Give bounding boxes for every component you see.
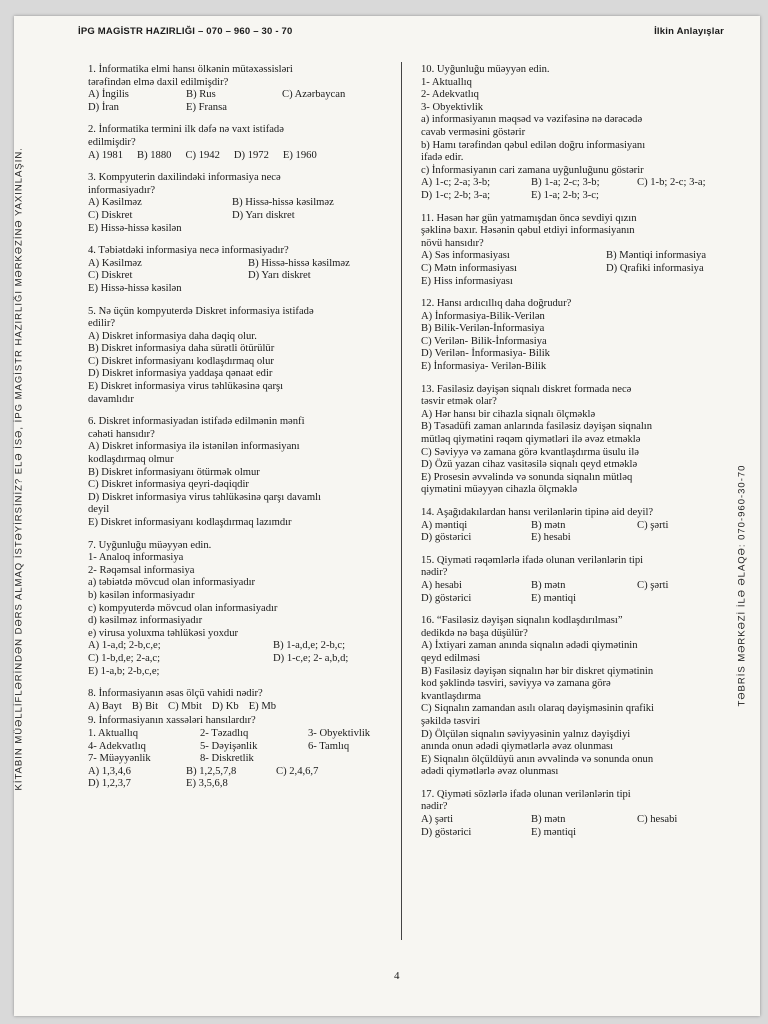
question-14 bbox=[421, 507, 713, 545]
option: D) Diskret informasiya virus təhlükəsinə qarşı davamlı bbox=[88, 491, 322, 503]
question-12 bbox=[421, 298, 713, 374]
options-row bbox=[88, 766, 388, 779]
option: B) Təsadüfi zaman anlarında fasiləsiz dəyişən siqnalın bbox=[421, 421, 653, 433]
list-item: 3- Obyektivlik bbox=[421, 101, 484, 113]
option: E) 1-a,b; 2-b,c,e; bbox=[88, 665, 160, 677]
list-item: c) İnformasiyanın cari zamana uyğunluğunu göstərir bbox=[421, 164, 644, 176]
header-left: İPG MAGİSTR HAZIRLIĞI – 070 – 960 – 30 - 70 bbox=[78, 26, 293, 37]
option: D) Kb bbox=[211, 700, 239, 712]
list-item: 7- Müəyyənlik bbox=[88, 753, 151, 765]
option: C) Diskret informasiya qeyri-dəqiqdir bbox=[88, 479, 249, 491]
question-7 bbox=[88, 540, 388, 679]
list-item: cavab verməsini göstərir bbox=[421, 126, 526, 138]
option: E) hesabi bbox=[531, 532, 571, 544]
question-text: 8. İnformasiyanın əsas ölçü vahidi nədir? bbox=[88, 688, 263, 700]
option: C) şərti bbox=[637, 519, 669, 531]
option: davamlıdır bbox=[88, 393, 134, 405]
question-text: 12. Hansı ardıcıllıq daha doğrudur? bbox=[421, 298, 572, 310]
option: C) Diskret bbox=[88, 270, 133, 282]
list-item: 5- Dəyişənlik bbox=[200, 740, 258, 752]
option: C) Diskret bbox=[88, 209, 133, 221]
option: E) məntiqi bbox=[531, 826, 577, 838]
option: D) 1-c,e; 2- a,b,d; bbox=[273, 652, 349, 664]
question-text: 9. İnformasiyanın xassələri hansılardır? bbox=[88, 715, 256, 727]
option: D) Yarı diskret bbox=[232, 209, 295, 221]
option: B) Diskret informasiyanı ötürmək olmur bbox=[88, 466, 260, 478]
option: E) Prosesin əvvəlində və sonunda siqnalın mütləq bbox=[421, 471, 633, 483]
option: E) Hissə-hissə kəsilən bbox=[88, 222, 182, 234]
question-text: dedikdə nə başa düşülür? bbox=[421, 627, 528, 639]
option: C) Diskret informasiyanı kodlaşdırmaq olur bbox=[88, 355, 274, 367]
option: D) Diskret informasiya yaddaşa qənaət edir bbox=[88, 368, 273, 380]
option: A) Bayt bbox=[88, 700, 122, 712]
option: D) Yarı diskret bbox=[248, 270, 311, 282]
option: şəkildə təsviri bbox=[421, 715, 481, 727]
question-text: 10. Uyğunluğu müəyyən edin. bbox=[421, 64, 550, 75]
question-text: növü hansıdır? bbox=[421, 237, 484, 249]
option: A) 1981 bbox=[88, 149, 124, 161]
question-text: təsvir etmək olar? bbox=[421, 396, 497, 408]
option: D) 1-c; 2-b; 3-a; bbox=[421, 189, 491, 201]
options-row bbox=[88, 89, 388, 102]
option: E) 1-a; 2-b; 3-c; bbox=[531, 189, 599, 201]
option: A) Kəsilməz bbox=[88, 257, 142, 269]
question-text: 3. Kompyuterin daxilindəki informasiya necə bbox=[88, 172, 281, 184]
option: B) 1880 bbox=[137, 149, 172, 161]
right-column bbox=[421, 64, 713, 849]
option: qiymətini müəyyən cihazla ölçməklə bbox=[421, 484, 578, 496]
options-row bbox=[88, 701, 388, 714]
option: A) İngilis bbox=[88, 89, 129, 101]
list-item: c) kompyuterdə mövcud olan informasiyadır bbox=[88, 602, 278, 614]
question-10 bbox=[421, 64, 713, 203]
option: C) Siqnalın zamandan asılı olaraq dəyişməsinin qrafiki bbox=[421, 703, 655, 715]
option: C) Azərbaycan bbox=[282, 89, 346, 101]
list-item: b) Hamı tərəfindən qəbul edilən doğru informasiyanı bbox=[421, 139, 646, 151]
option: A) Diskret informasiya ilə istənilən informasiyanı bbox=[88, 441, 300, 453]
question-4 bbox=[88, 245, 388, 295]
option: C) Mbit bbox=[168, 700, 202, 712]
option: C) 1-b,d,e; 2-a,c; bbox=[88, 652, 161, 664]
option: A) məntiqi bbox=[421, 519, 468, 531]
question-text: 13. Fasiləsiz dəyişən siqnalı diskret formada necə bbox=[421, 383, 632, 395]
options-row bbox=[421, 520, 713, 533]
option: B) mətn bbox=[531, 579, 566, 591]
option: E) Fransa bbox=[186, 101, 227, 113]
list-item: b) kəsilən informasiyadır bbox=[88, 589, 195, 601]
option: D) Özü yazan cihaz vasitəsilə siqnalı qeyd etməklə bbox=[421, 459, 638, 471]
question-2 bbox=[88, 124, 388, 162]
question-15 bbox=[421, 555, 713, 605]
list-item: 8- Diskretlik bbox=[200, 753, 254, 765]
question-text: edilmişdir? bbox=[88, 136, 136, 148]
list-item: 2- Adekvatlıq bbox=[421, 89, 479, 101]
question-6 bbox=[88, 416, 388, 529]
option: B) Rus bbox=[186, 89, 216, 101]
options-row bbox=[88, 197, 388, 210]
option: A) 1-c; 2-a; 3-b; bbox=[421, 177, 491, 189]
list-item: 2- Təzadlıq bbox=[200, 727, 249, 739]
option: mütləq qiymətini rəqəm qiymətləri ilə əvəz etməklə bbox=[421, 434, 641, 446]
option: B) Hissə-hissə kəsilməz bbox=[248, 257, 350, 269]
list-item: e) virusa yoluxma təhlükəsi yoxdur bbox=[88, 627, 239, 639]
option: B) Bilik-Verilən-İnformasiya bbox=[421, 323, 545, 335]
list-row bbox=[88, 753, 388, 766]
list-row bbox=[88, 728, 388, 741]
option: B) 1-a,d,e; 2-b,c; bbox=[273, 640, 346, 652]
option: E) Siqnalın ölçüldüyü anın əvvəlində və sonunda onun bbox=[421, 753, 654, 765]
question-text: 6. Diskret informasiyadan istifadə edilmənin mənfi bbox=[88, 416, 305, 428]
list-item: 1- Aktuallıq bbox=[421, 76, 472, 88]
option: E) məntiqi bbox=[531, 592, 577, 604]
list-item: d) kəsilməz informasiyadır bbox=[88, 615, 203, 627]
option: E) Diskret informasiyanı kodlaşdırmaq lazımdır bbox=[88, 517, 292, 528]
option: B) Məntiqi informasiya bbox=[606, 250, 707, 262]
options-row bbox=[88, 210, 388, 223]
option: B) Fasiləsiz dəyişən siqnalın hər bir diskret qiymətinin bbox=[421, 665, 654, 677]
option: C) 1942 bbox=[185, 149, 220, 161]
option: A) 1-a,d; 2-b,c,e; bbox=[88, 640, 161, 652]
question-17 bbox=[421, 789, 713, 839]
options-row bbox=[88, 653, 388, 666]
option: D) göstərici bbox=[421, 532, 472, 544]
options-row bbox=[421, 532, 713, 545]
option: B) Bit bbox=[131, 700, 159, 712]
list-row bbox=[88, 741, 388, 754]
question-16 bbox=[421, 615, 713, 779]
options-row bbox=[421, 593, 713, 606]
list-item: 3- Obyektivlik bbox=[308, 727, 371, 739]
option: qeyd edilməsi bbox=[421, 652, 481, 664]
option: ədədi qiymətlərlə əvəz olunması bbox=[421, 766, 559, 778]
question-9 bbox=[88, 715, 388, 791]
option: C) 1-b; 2-c; 3-a; bbox=[637, 177, 706, 189]
list-item: ifadə edir. bbox=[421, 152, 464, 164]
options-row bbox=[421, 580, 713, 593]
option: kvantlaşdırma bbox=[421, 690, 482, 702]
option: B) 1-a; 2-c; 3-b; bbox=[531, 177, 600, 189]
option: D) İran bbox=[88, 101, 119, 113]
options-row bbox=[88, 270, 388, 283]
option: kodlaşdırmaq olmur bbox=[88, 454, 174, 466]
question-text: 11. Həsən hər gün yatmamışdan öncə sevdiyi qızın bbox=[421, 212, 637, 224]
question-text: tərəfindən elmə daxil edilmişdir? bbox=[88, 76, 229, 88]
question-text: informasiyadır? bbox=[88, 184, 156, 196]
option: D) 1,2,3,7 bbox=[88, 778, 131, 790]
option: anında onun ədədi qiymətlərlə əvəz olunması bbox=[421, 741, 614, 753]
option: deyil bbox=[88, 504, 110, 516]
options-row bbox=[421, 827, 713, 840]
options-row bbox=[421, 190, 713, 203]
options-row bbox=[421, 263, 713, 276]
question-text: 7. Uyğunluğu müəyyən edin. bbox=[88, 539, 212, 551]
option: A) İxtiyari zaman anında siqnalın ədədi qiymətinin bbox=[421, 640, 638, 652]
side-note-left: KİTABIN MÜƏLLİFLƏRİNDƏN DƏRS ALMAQ İSTƏYİRSİNİZ? ELƏ İSƏ, İPG MAGİSTR HAZIRLIĞI MƏRKƏZİNƏ YAXINLAŞIN. bbox=[13, 147, 25, 791]
list-item: a) informasiyanın məqsəd və vəzifəsinə nə dərəcədə bbox=[421, 114, 643, 126]
option: A) Kəsilməz bbox=[88, 197, 142, 209]
column-divider bbox=[401, 62, 402, 940]
option: C) Səviyyə və zamana görə kvantlaşdırma üsulu ilə bbox=[421, 446, 639, 458]
question-text: 16. “Fasiləsiz dəyişən siqnalın kodlaşdırılması” bbox=[421, 615, 623, 627]
options-row bbox=[421, 814, 713, 827]
question-5 bbox=[88, 306, 388, 407]
option: C) Mətn informasiyası bbox=[421, 262, 517, 274]
question-text: 17. Qiyməti sözlərlə ifadə olunan verilənlərin tipi bbox=[421, 788, 631, 800]
option: B) Hissə-hissə kəsilməz bbox=[232, 197, 334, 209]
option: D) Qrafiki informasiya bbox=[606, 262, 704, 274]
option: B) mətn bbox=[531, 814, 566, 826]
question-text: 15. Qiyməti rəqəmlərlə ifadə olunan verilənlərin tipi bbox=[421, 554, 644, 566]
question-text: 1. İnformatika elmi hansı ölkənin mütəxəssisləri bbox=[88, 64, 293, 75]
question-text: nədir? bbox=[421, 567, 448, 579]
list-item: 2- Rəqəmsal informasiya bbox=[88, 564, 195, 576]
options-row bbox=[88, 150, 388, 163]
question-text: şəklinə baxır. Həsənin qəbul etdiyi informasiyanın bbox=[421, 225, 635, 237]
question-text: nədir? bbox=[421, 801, 448, 813]
list-item: 1. Aktuallıq bbox=[88, 727, 139, 739]
list-item: 4- Adekvatlıq bbox=[88, 740, 146, 752]
question-11 bbox=[421, 213, 713, 289]
list-item: a) təbiətdə mövcud olan informasiyadır bbox=[88, 577, 256, 589]
option: E) Diskret informasiya virus təhlükəsinə qarşı bbox=[88, 381, 284, 393]
option: A) Səs informasiyası bbox=[421, 250, 510, 262]
option: A) hesabi bbox=[421, 579, 462, 591]
option: C) Verilən- Bilik-İnformasiya bbox=[421, 335, 547, 347]
option: B) 1,2,5,7,8 bbox=[186, 765, 237, 777]
question-text: cəhəti hansıdır? bbox=[88, 428, 155, 440]
left-column bbox=[88, 64, 388, 801]
list-item: 1- Analoq informasiya bbox=[88, 552, 184, 564]
option: D) göstərici bbox=[421, 826, 472, 838]
options-row bbox=[88, 258, 388, 271]
option: D) 1972 bbox=[233, 149, 269, 161]
options-row bbox=[88, 778, 388, 791]
option: E) Mb bbox=[248, 700, 277, 712]
question-text: 4. Təbiətdəki informasiya necə informasiyadır? bbox=[88, 245, 289, 257]
question-text: 14. Aşağıdakılardan hansı verilənlərin tipinə aid deyil? bbox=[421, 507, 654, 518]
option: A) Hər hansı bir cihazla siqnalı ölçməklə bbox=[421, 408, 596, 420]
option: D) göstərici bbox=[421, 592, 472, 604]
option: E) 1960 bbox=[282, 149, 317, 161]
option: C) şərti bbox=[637, 579, 669, 591]
page-number: 4 bbox=[394, 970, 400, 982]
option: A) 1,3,4,6 bbox=[88, 765, 131, 777]
question-8 bbox=[88, 688, 388, 713]
option: A) şərti bbox=[421, 814, 454, 826]
question-1 bbox=[88, 64, 388, 114]
option: D) Verilən- İnformasiya- Bilik bbox=[421, 348, 550, 360]
side-note-right: TƏBRİS MƏRKƏZİ İLƏ ƏLAQƏ: 070-960-30-70 bbox=[736, 464, 748, 707]
option: E) İnformasiya- Verilən-Bilik bbox=[421, 361, 547, 373]
option: A) Diskret informasiya daha dəqiq olur. bbox=[88, 330, 257, 342]
question-text: 5. Nə üçün kompyuterdə Diskret informasiya istifadə bbox=[88, 305, 314, 317]
question-13 bbox=[421, 384, 713, 497]
options-row bbox=[421, 177, 713, 190]
options-row bbox=[88, 102, 388, 115]
list-item: 6- Tamlıq bbox=[308, 740, 350, 752]
question-text: edilir? bbox=[88, 318, 116, 330]
options-row bbox=[88, 640, 388, 653]
option: B) mətn bbox=[531, 519, 566, 531]
header-right: İlkin Anlayışlar bbox=[654, 26, 724, 37]
option: E) Hiss informasiyası bbox=[421, 275, 513, 287]
option: kod şəklində təsviri, səviyyə və zamana görə bbox=[421, 678, 611, 690]
question-text: 2. İnformatika termini ilk dəfə nə vaxt istifadə bbox=[88, 124, 284, 136]
options-row bbox=[421, 250, 713, 263]
option: A) İnformasiya-Bilik-Verilən bbox=[421, 310, 545, 322]
option: D) Ölçülən siqnalın səviyyəsinin yalnız dəyişdiyi bbox=[421, 728, 631, 740]
option: E) Hissə-hissə kəsilən bbox=[88, 282, 182, 294]
option: C) 2,4,6,7 bbox=[276, 765, 319, 777]
option: E) 3,5,6,8 bbox=[186, 778, 228, 790]
option: B) Diskret informasiya daha sürətli ötürülür bbox=[88, 343, 275, 355]
question-3 bbox=[88, 172, 388, 235]
option: C) hesabi bbox=[637, 814, 678, 826]
